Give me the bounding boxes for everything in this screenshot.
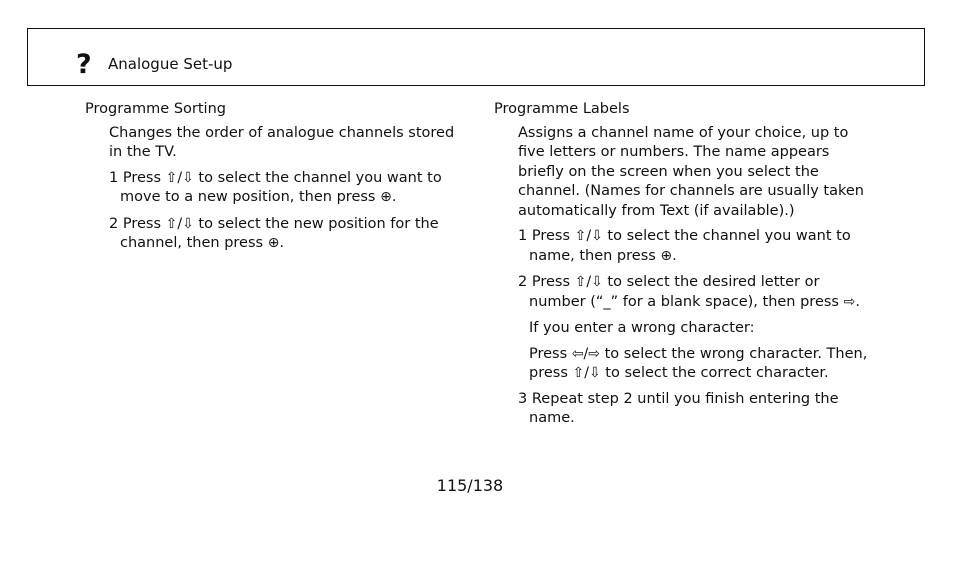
section-description: Changes the order of analogue channels stored in the TV. <box>109 124 455 160</box>
programme-sorting-section <box>85 100 457 261</box>
up-down-arrow-icon: ⇧/⇩ <box>165 215 194 232</box>
up-down-arrow-icon: ⇧/⇩ <box>574 228 603 244</box>
enter-button-icon: ⊕ <box>660 247 673 264</box>
up-down-arrow-icon: ⇧/⇩ <box>165 169 194 186</box>
up-down-arrow-icon: ⇧/⇩ <box>572 365 601 381</box>
step-number: 2 <box>109 215 119 232</box>
step-text: Press <box>122 215 166 232</box>
step-1 <box>518 227 874 266</box>
step-text: to select the channel you want to name, then press <box>529 228 851 264</box>
step-2 <box>518 273 874 312</box>
step-text: to select the new position for the channel, then press <box>120 215 439 251</box>
enter-button-icon: ⊕ <box>380 189 392 205</box>
wrong-character-intro: If you enter a wrong character: <box>529 320 755 336</box>
step-text: Press <box>529 345 572 362</box>
step-text: to select the correct character. <box>600 365 829 381</box>
step-number: 1 <box>109 169 119 186</box>
step-number: 2 <box>518 274 528 290</box>
page-title: Analogue Set-up <box>108 55 233 73</box>
wrong-character-instruction <box>529 345 874 384</box>
step-text: Press <box>531 274 575 290</box>
step-text: to select the desired letter or number (“_” for a blank space), then press <box>529 274 844 310</box>
step-text: to select the wrong character. Then, press <box>529 345 868 381</box>
step-number: 3 <box>518 390 528 407</box>
step-text: . <box>391 189 397 205</box>
step-3 <box>518 390 874 429</box>
programme-labels-section <box>494 100 874 436</box>
question-mark-icon: ? <box>76 49 92 80</box>
step-1 <box>109 169 457 208</box>
step-text: to select the channel you want to move to a new position, then press <box>120 169 442 205</box>
step-text: Press <box>531 228 575 244</box>
step-2 <box>109 215 457 254</box>
section-title: Programme Labels <box>494 101 630 117</box>
step-text: Press <box>122 169 166 186</box>
left-right-arrow-icon: ⇦/⇨ <box>571 345 600 362</box>
step-text: . <box>672 247 677 264</box>
step-number: 1 <box>518 228 528 244</box>
page-number: 115/138 <box>436 476 504 495</box>
step-text: . <box>855 293 860 310</box>
section-description: Assigns a channel name of your choice, up to five letters or numbers. The name appears briefly on the screen when you select the channel. (Names for channels are usually taken automatically from Text (if available).) <box>518 124 864 219</box>
up-down-arrow-icon: ⇧/⇩ <box>574 274 603 290</box>
step-text: Repeat step 2 until you finish entering the name. <box>529 390 839 426</box>
enter-button-icon: ⊕ <box>267 235 280 251</box>
right-arrow-icon: ⇨ <box>843 293 856 310</box>
section-title: Programme Sorting <box>85 101 226 117</box>
step-text: . <box>279 235 285 251</box>
